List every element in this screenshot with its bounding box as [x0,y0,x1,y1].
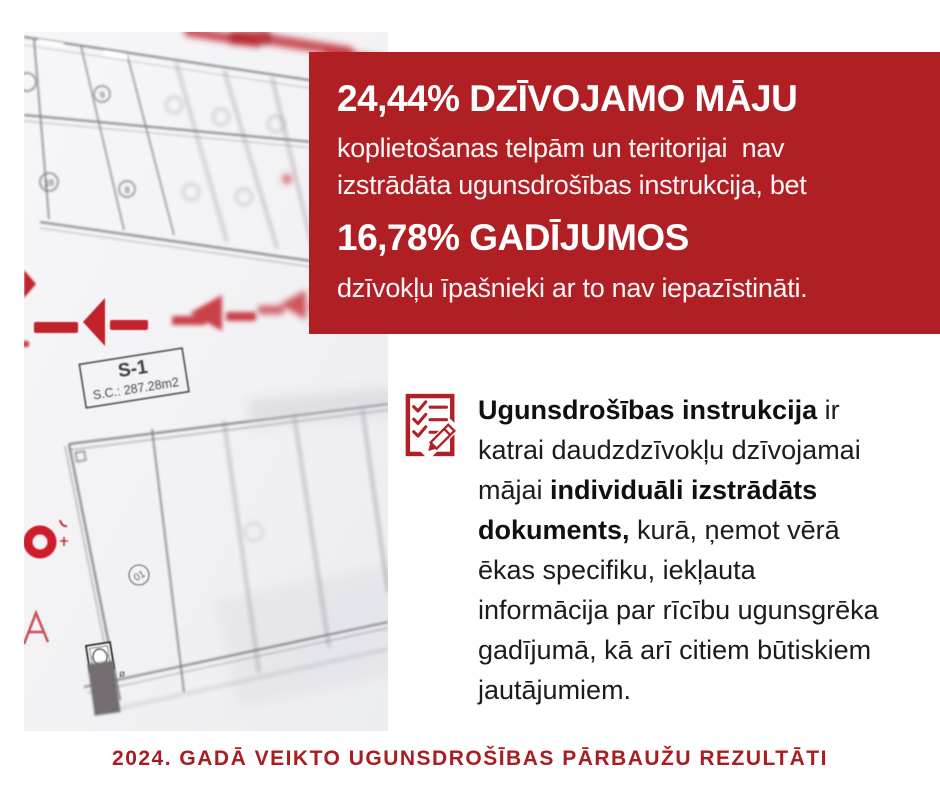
text-line: Ugunsdrošības instrukcija ir [478,395,840,425]
text-line: koplietošanas telpām un teritorijai nav [337,133,785,163]
instruction-info-block [405,390,925,710]
stat-heading-primary: 24,44% DZĪVOJAMO MĀJU [337,78,798,119]
instruction-description [478,390,925,710]
svg-text:S-1: S-1 [116,356,150,383]
text-line: ēkas specifiku, iekļauta [478,555,756,585]
stat-heading-secondary: 16,78% GADĪJUMOS [337,217,689,258]
svg-text:28: 28 [43,177,55,189]
text-line: dokuments, kurā, ņemot vērā [478,515,840,545]
svg-text:ø: ø [119,669,126,680]
checklist-pencil-icon [405,392,459,458]
text-line: katrai daudzdzīvokļu dzīvojamai [478,435,861,465]
svg-text:9: 9 [98,89,106,101]
text-line: dzīvokļu īpašnieki ar to nav iepazīstināti. [337,273,808,303]
text-line: gadījumā, kā arī citiem būtiskiem [478,635,872,665]
text-line: mājai individuāli izstrādāts [478,475,818,505]
text-line: izstrādāta ugunsdrošības instrukcija, bet [337,170,807,200]
text-line: jautājumiem. [478,675,632,705]
stat-body-secondary [337,270,916,307]
stat-body-primary [337,130,916,204]
footer-title: 2024. GADĀ VEIKTO UGUNSDROŠĪBAS PĀRBAUŽU REZULTĀTI [112,747,828,770]
text-line: informācija par rīcību ugunsgrēka [478,595,879,625]
statistics-panel [309,52,940,334]
svg-text:S.C.: 287.28m2: S.C.: 287.28m2 [91,375,180,403]
svg-text:8: 8 [123,184,131,196]
svg-text:01: 01 [132,568,148,584]
